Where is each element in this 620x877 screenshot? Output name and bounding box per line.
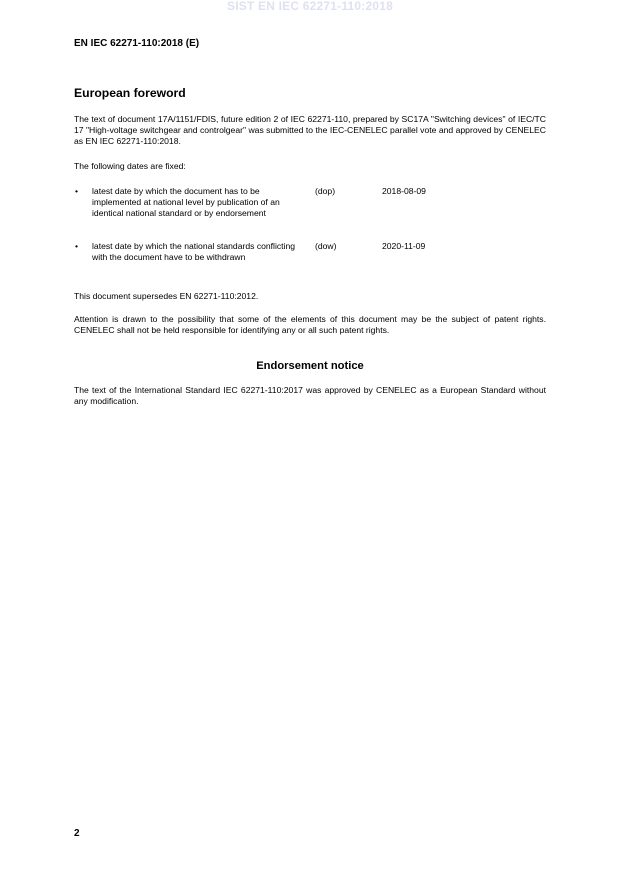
document-id: EN IEC 62271-110:2018 (E) [74, 38, 200, 49]
date-item-code: (dow) [315, 241, 337, 251]
date-item-code: (dop) [315, 186, 336, 196]
watermark: SIST EN IEC 62271-110:2018 [227, 0, 393, 13]
date-item-value: 2018-08-09 [382, 186, 426, 196]
dates-intro-paragraph: The following dates are fixed: [74, 161, 186, 171]
date-item-value: 2020-11-09 [382, 241, 426, 251]
date-item-description: latest date by which the document has to be implemented at national level by publication of an identical national standard or by endorsement [92, 186, 280, 218]
bullet-icon: • [75, 186, 79, 196]
date-item-description: latest date by which the national standards conflicting with the document have to be withdrawn [92, 241, 296, 262]
patent-notice-paragraph: Attention is drawn to the possibility that some of the elements of this document may be the subject of patent rights. CENELEC shall not be held responsible for identifying any or all such patent rights. [74, 314, 546, 335]
foreword-heading: European foreword [74, 86, 186, 100]
endorsement-heading: Endorsement notice [256, 360, 364, 372]
bullet-icon: • [75, 241, 79, 251]
endorsement-paragraph: The text of the International Standard IEC 62271-110:2017 was approved by CENELEC as a European Standard without any modification. [74, 385, 546, 406]
page-number: 2 [74, 828, 80, 839]
supersedes-paragraph: This document supersedes EN 62271-110:2012. [74, 291, 259, 301]
foreword-intro-paragraph: The text of document 17A/1151/FDIS, future edition 2 of IEC 62271-110, prepared by SC17A "Switching devices" of IEC/TC 17 "High-voltage switchgear and controlgear" was submitted to the IEC-CENELEC parallel vote and approved by CENELEC as EN IEC 62271-110:2018. [74, 114, 546, 146]
